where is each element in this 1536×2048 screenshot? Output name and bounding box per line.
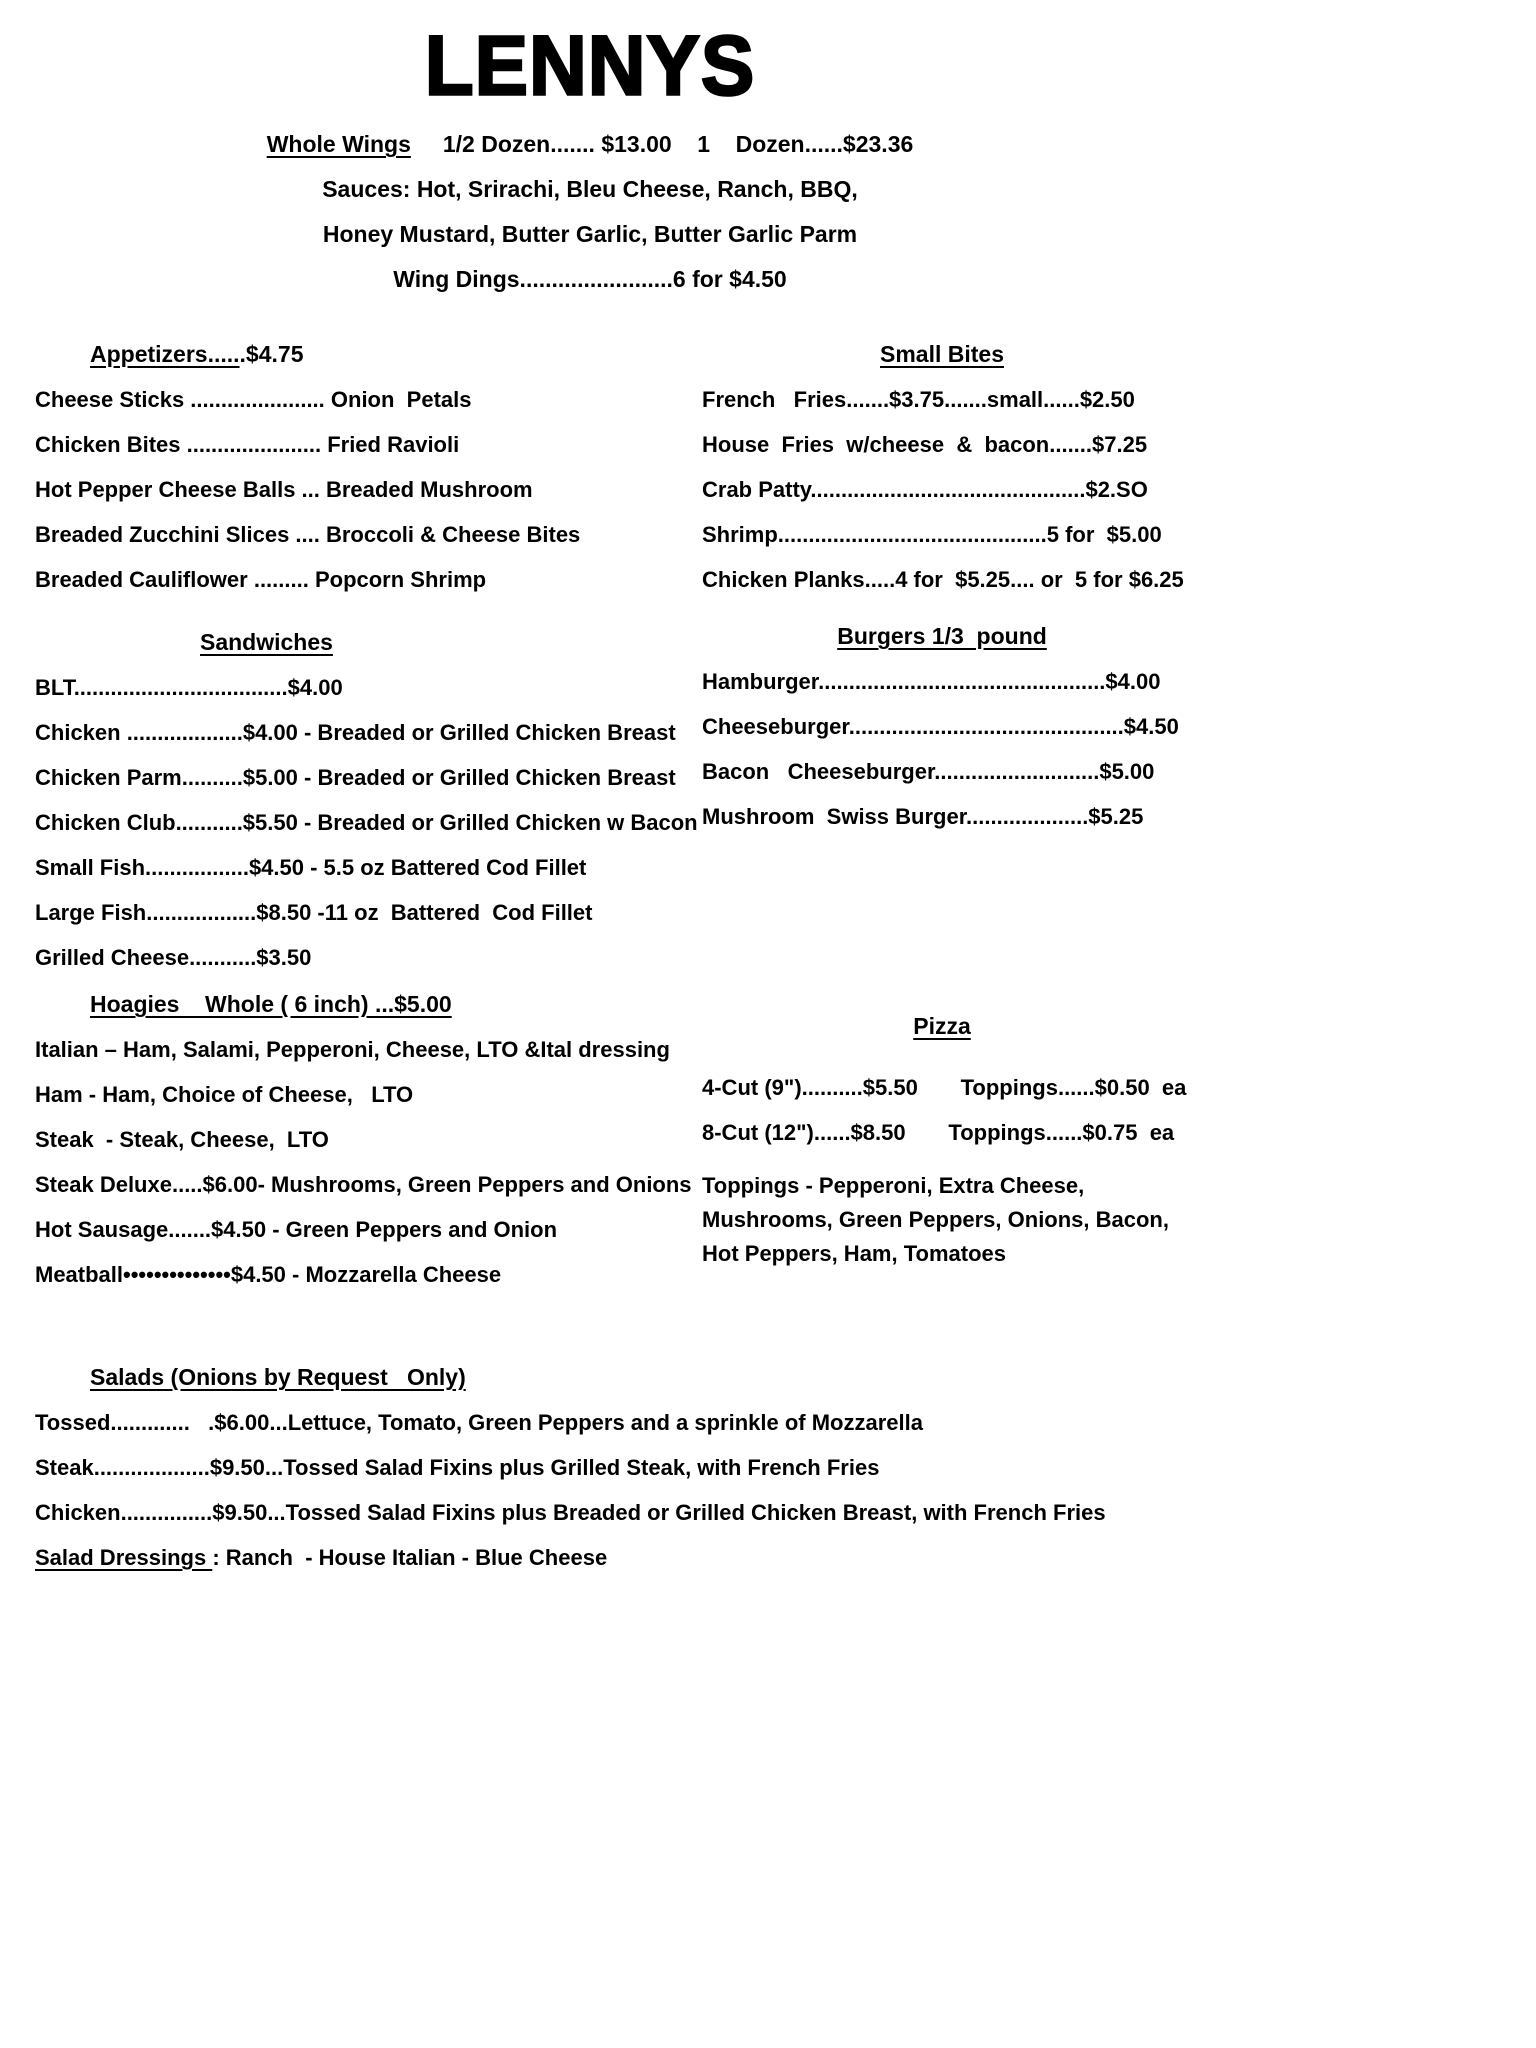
appetizers-heading (90, 332, 690, 377)
whole-wings-line (0, 122, 1180, 167)
menu-line: Small Fish.................$4.50 - 5.5 oz Battered Cod Fillet (35, 855, 587, 880)
salad-dressings-label: Salad Dressings (35, 1545, 213, 1570)
menu-line: Steak - Steak, Cheese, LTO (35, 1127, 329, 1152)
menu-line: Meatball••••••••••••••$4.50 - Mozzarella Cheese (35, 1262, 502, 1287)
whole-wings-label: Whole Wings (266, 131, 411, 157)
menu-line: Grilled Cheese...........$3.50 (35, 945, 312, 970)
menu-line: 8-Cut (12")......$8.50 Toppings......$0.75 ea (702, 1120, 1175, 1145)
menu-line: Chicken Planks.....4 for $5.25.... or 5 for $6.25 (702, 567, 1184, 592)
menu-line: Italian – Ham, Salami, Pepperoni, Cheese, LTO &Ital dressing (35, 1037, 670, 1062)
menu-columns (0, 332, 1536, 1297)
menu-line: Steak...................$9.50...Tossed Salad Fixins plus Grilled Steak, with French Fries (35, 1455, 880, 1480)
menu-line: Crab Patty.............................................$2.SO (702, 477, 1148, 502)
menu-line: Chicken Club...........$5.50 - Breaded or Grilled Chicken w Bacon (35, 810, 698, 835)
menu-line: Chicken Parm..........$5.00 - Breaded or Grilled Chicken Breast (35, 765, 676, 790)
appetizers-heading-label: Appetizers..... (90, 341, 240, 367)
wing-dings-line: Wing Dings........................6 for $4.50 (393, 266, 787, 292)
menu-line: Large Fish..................$8.50 -11 oz Battered Cod Fillet (35, 900, 593, 925)
salads-section (0, 1355, 1536, 1580)
right-column (690, 332, 1187, 1271)
appetizers-heading-price: .$4.75 (239, 341, 304, 367)
menu-line: Breaded Zucchini Slices .... Broccoli & Cheese Bites (35, 522, 581, 547)
burgers-heading: Burgers 1/3 pound (837, 623, 1047, 649)
hoagies-section (35, 982, 690, 1297)
menu-line: Mushroom Swiss Burger....................$5.25 (702, 804, 1144, 829)
menu-line: Cheese Sticks ...................... Onion Petals (35, 387, 472, 412)
menu-line: Tossed............. .$6.00...Lettuce, Tomato, Green Peppers and a sprinkle of Mozzarella (35, 1410, 923, 1435)
menu-line: 4-Cut (9")..........$5.50 Toppings......$0.50 ea (702, 1075, 1187, 1100)
menu-line: Chicken ...................$4.00 - Breaded or Grilled Chicken Breast (35, 720, 676, 745)
pizza-heading: Pizza (913, 1013, 971, 1039)
menu-line: Bacon Cheeseburger...........................$5.00 (702, 759, 1155, 784)
menu-line: Cheeseburger.............................................$4.50 (702, 714, 1179, 739)
menu-line: Chicken Bites ...................... Fried Ravioli (35, 432, 460, 457)
pizza-toppings-note: Toppings - Pepperoni, Extra Cheese, Mushrooms, Green Peppers, Onions, Bacon, Hot Peppers, Ham, Tomatoes (702, 1173, 1169, 1266)
sandwiches-heading: Sandwiches (200, 629, 333, 655)
menu-line: Hot Sausage.......$4.50 - Green Peppers and Onion (35, 1217, 558, 1242)
menu-line: Chicken...............$9.50...Tossed Salad Fixins plus Breaded or Grilled Chicken Breast, with French Fries (35, 1500, 1106, 1525)
small-bites-section (702, 332, 1182, 602)
appetizers-section (35, 332, 690, 602)
menu-line: Hot Pepper Cheese Balls ... Breaded Mushroom (35, 477, 533, 502)
menu-line: Steak Deluxe.....$6.00- Mushrooms, Green Peppers and Onions (35, 1172, 692, 1197)
menu-line: Ham - Ham, Choice of Cheese, LTO (35, 1082, 414, 1107)
menu-line: Breaded Cauliflower ......... Popcorn Shrimp (35, 567, 487, 592)
whole-wings-prices: 1/2 Dozen....... $13.00 1 Dozen......$23.36 (410, 131, 914, 157)
menu-line: BLT...................................$4.00 (35, 675, 343, 700)
salad-dressings-options: : Ranch - House Italian - Blue Cheese (212, 1545, 608, 1570)
menu-line: Hamburger...............................................$4.00 (702, 669, 1161, 694)
menu-line: French Fries.......$3.75.......small......$2.50 (702, 387, 1135, 412)
wings-block (0, 122, 1180, 302)
salad-dressings-line (35, 1535, 1536, 1580)
logo-text: LENNYS (424, 18, 756, 113)
left-column (35, 332, 698, 1297)
lennys-logo (0, 0, 1180, 113)
menu-line: Shrimp............................................5 for $5.00 (702, 522, 1162, 547)
pizza-section (702, 1004, 1187, 1271)
sauces-line-2: Honey Mustard, Butter Garlic, Butter Garlic Parm (322, 221, 858, 247)
menu-line: House Fries w/cheese & bacon.......$7.25 (702, 432, 1148, 457)
sandwiches-section (35, 620, 698, 980)
burgers-section (702, 614, 1182, 839)
salads-heading: Salads (Onions by Request Only) (90, 1364, 466, 1390)
small-bites-heading: Small Bites (880, 341, 1004, 367)
hoagies-heading: Hoagies Whole ( 6 inch) ...$5.00 (90, 991, 452, 1017)
sauces-line-1: Sauces: Hot, Srirachi, Bleu Cheese, Ranch, BBQ, (322, 176, 858, 202)
